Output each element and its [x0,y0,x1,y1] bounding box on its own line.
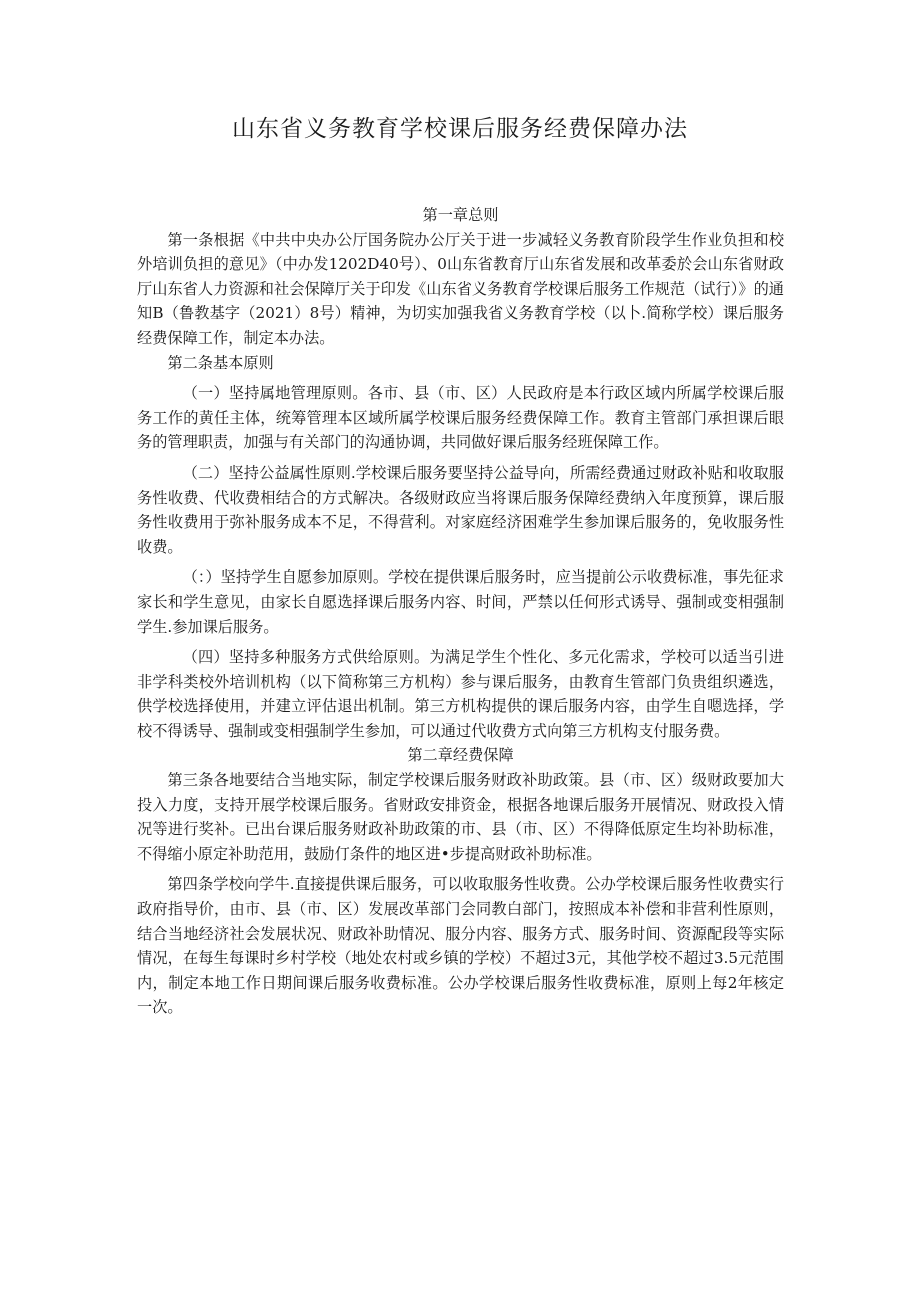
document-title: 山东省义务教育学校课后服务经费保障办法 [232,116,688,142]
article-1: 第一条根据《中共中央办公厅国务院办公厅关于进一步减轻义务教育阶段学生作业负担和校外培训负担的意见》（中办发1202D40号）、0山东省教育厅山东省发展和改革委於会山东省财政厅山东省人力资源和社会保障厅关于印发《山东省义务教育学校课后服务工作规范（试行）》的通知B（鲁教基字（2021）8号）精神，为切实加强我省义务教育学校（以卜.简称学校）课后服务经费保障工作，制定本办法。 [137,230,784,347]
article-4: 第四条学校向学牛.直接提供课后服务，可以收取服务性收费。公办学校课后服务性收费实行政府指导价，由市、县（市、区）发展改革部门会同教白部门，按照成本补偿和非营利性原则，结合当地经济社会发展状况、财政补助情况、服分内容、服务方式、服务时间、资源配段等实际情况，在每生每课时乡村学校（地处农村或乡镇的学校）不超过3元，其他学校不超过3.5元范围内，制定本地工作日期间课后服务收费标准。公办学校课后服务性收费标准，原则上每2年核定一次。 [137,875,784,1017]
article-3: 第三条各地要结合当地实际，制定学校课后服务财政补助政策。县（市、区）级财政要加大投入力度，支持开展学校课后服务。省财政安排资金，根据各地课后服务开展情况、财政投入情况等进行奖补。已出台课后服务财政补助政策的市、县（市、区）不得降低原定生均补助标准，不得缩小原定补助范用，鼓励仃条件的地区进•步提高财政补助标准。 [137,771,784,863]
article-2-heading: 第二条基本原则 [167,353,274,372]
document-body [137,203,784,1020]
principle-4: （四）坚持多种服务方式供给原则。为满足学生个性化、多元化需求，学校可以适当引进非学科类校外培训机构（以下简称第三方机构）参与课后服务，由教育生管部门负贵组织遴选，供学校选择使用，并建立评估退出机制。第三方机构提供的课后服务内容，由学生自嗯选择，学校不得诱导、强制或变相强制学生参加，可以通过代收费方式向第三方机构支付服务费。 [137,648,784,740]
chapter-2-heading: 第二章经费保障 [407,746,514,765]
chapter-1-heading: 第一章总则 [422,206,499,224]
principle-2: （二）坚持公益属性原则.学校课后服务要坚持公益导向，所需经费通过财政补贴和收取服务性收费、代收费相结合的方式解决。各级财政应当将课后服务保障经费纳入年度预算，课后服务性收费用于弥补服务成本不足，不得营利。对家庭经济困难学生参加课后服务的，免收服务性收费。 [137,463,784,556]
principle-3: （：）坚持学生自愿参加原则。学校在提供课后服务时，应当提前公示收费标准，事先征求家长和学生意见，由家长自愿选择课后服务内容、时间，严禁以任何形式诱导、强制或变相强制学生.参加课后服务。 [137,568,784,636]
principle-1: （一）坚持属地管理原则。各市、县（市、区）人民政府是本行政区域内所属学校课后服务工作的黄任主体，统筹管理本区域所属学校课后服务经费保障工作。教育主管部门承担课后眼务的管理职责，加强与有关部门的沟通协调，共同做好课后服务经班保障工作。 [137,384,784,452]
